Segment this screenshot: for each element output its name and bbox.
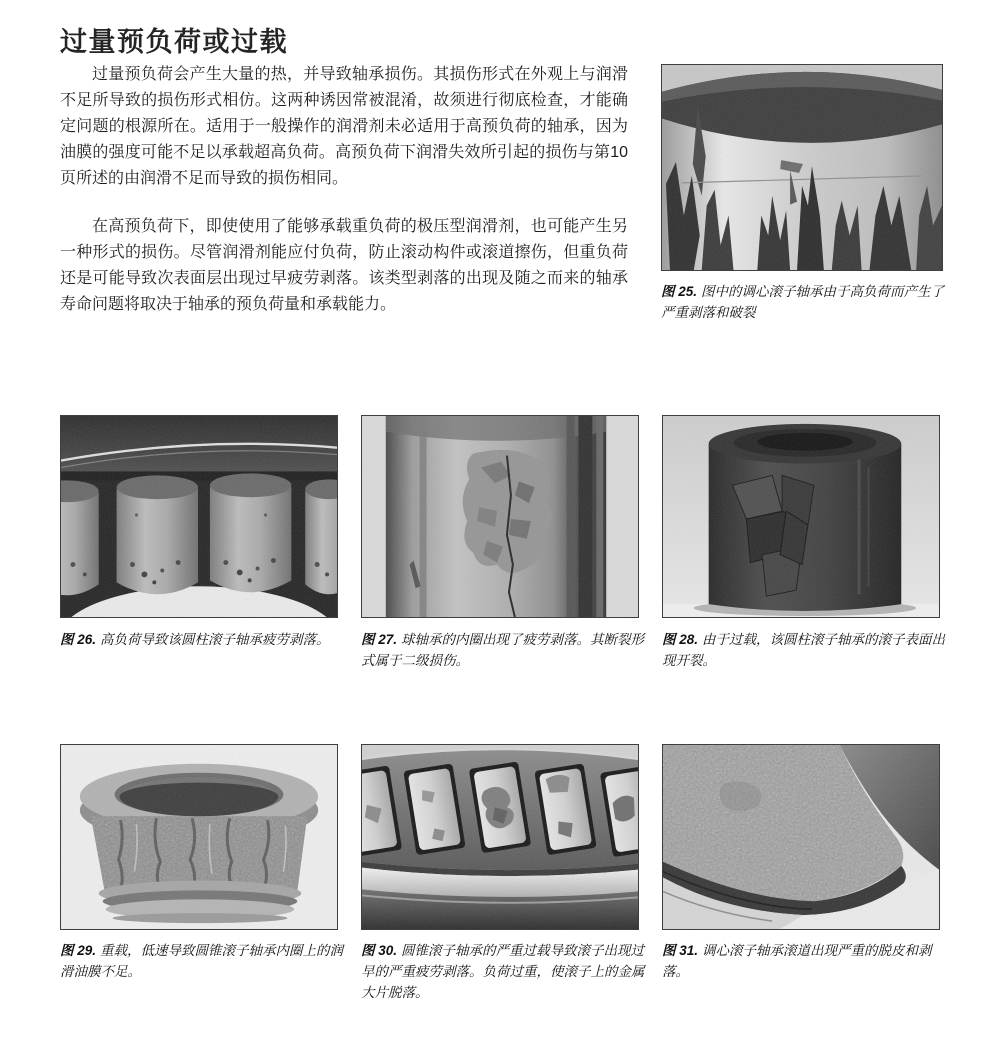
figure-28-caption-text: 由于过载，该圆柱滚子轴承的滚子表面出现开裂。	[662, 632, 946, 668]
tapered-ring-photo	[61, 745, 337, 929]
figure-26-caption-text: 高负荷导致该圆柱滚子轴承疲劳剥落。	[100, 632, 330, 647]
figure-27-caption	[361, 629, 653, 671]
figure-27-label: 图 27.	[361, 632, 398, 647]
figure-30-photo	[361, 744, 639, 930]
figure-29-caption	[60, 940, 352, 982]
figure-29-photo	[60, 744, 338, 930]
raceway-peeling-photo	[663, 745, 939, 929]
figure-31-label: 图 31.	[662, 943, 699, 958]
figure-29-label: 图 29.	[60, 943, 97, 958]
figure-28-photo	[662, 415, 940, 618]
bearing-spalling-photo	[662, 65, 942, 270]
figure-25-photo	[661, 64, 943, 271]
figure-30-caption	[361, 940, 653, 1003]
figure-31-caption	[662, 940, 954, 982]
figure-27-caption-text: 球轴承的内圈出现了疲劳剥落。其断裂形式属于二级损伤。	[361, 632, 645, 668]
page-title: 过量预负荷或过载	[60, 27, 288, 57]
figure-25-caption-text: 图中的调心滚子轴承由于高负荷而产生了严重剥落和破裂	[661, 284, 945, 320]
cracked-roller-photo	[663, 416, 939, 617]
figure-28-label: 图 28.	[662, 632, 699, 647]
figure-28-caption	[662, 629, 954, 671]
roller-bearing-photo	[61, 416, 337, 617]
figure-27-photo	[361, 415, 639, 618]
body-paragraph-2: 在高预负荷下，即使使用了能够承载重负荷的极压型润滑剂，也可能产生另一种形式的损伤。尽管润滑剂能应付负荷，防止滚动构件或滚道擦伤，但重负荷还是可能导致次表面层出现过早疲劳剥落。该类型剥落的出现及随之而来的轴承寿命问题将取决于轴承的预负荷量和承载能力。	[60, 218, 628, 313]
figure-30-caption-text: 圆锥滚子轴承的严重过载导致滚子出现过早的严重疲劳剥落。负荷过重，使滚子上的金属大片脱落。	[361, 943, 645, 1000]
figure-31-photo	[662, 744, 940, 930]
cage-rollers-photo	[362, 745, 638, 929]
figure-26-photo	[60, 415, 338, 618]
figure-25-caption	[661, 281, 957, 323]
inner-ring-spalling-photo	[362, 416, 638, 617]
figure-31-caption-text: 调心滚子轴承滚道出现严重的脱皮和剥落。	[662, 943, 932, 979]
figure-30-label: 图 30.	[361, 943, 398, 958]
figure-26-caption	[60, 629, 352, 650]
body-paragraph-1: 过量预负荷会产生大量的热，并导致轴承损伤。其损伤形式在外观上与润滑不足所导致的损伤形式相仿。这两种诱因常被混淆，故须进行彻底检查，才能确定问题的根源所在。适用于一般操作的润滑剂未必适用于高预负荷的轴承，因为油膜的强度可能不足以承载超高负荷。高预负荷下润滑失效所引起的损伤与第10页所述的由润滑不足而导致的损伤相同。	[60, 66, 628, 187]
figure-25-label: 图 25.	[661, 284, 698, 299]
figure-29-caption-text: 重载，低速导致圆锥滚子轴承内圈上的润滑油膜不足。	[60, 943, 344, 979]
figure-26-label: 图 26.	[60, 632, 97, 647]
